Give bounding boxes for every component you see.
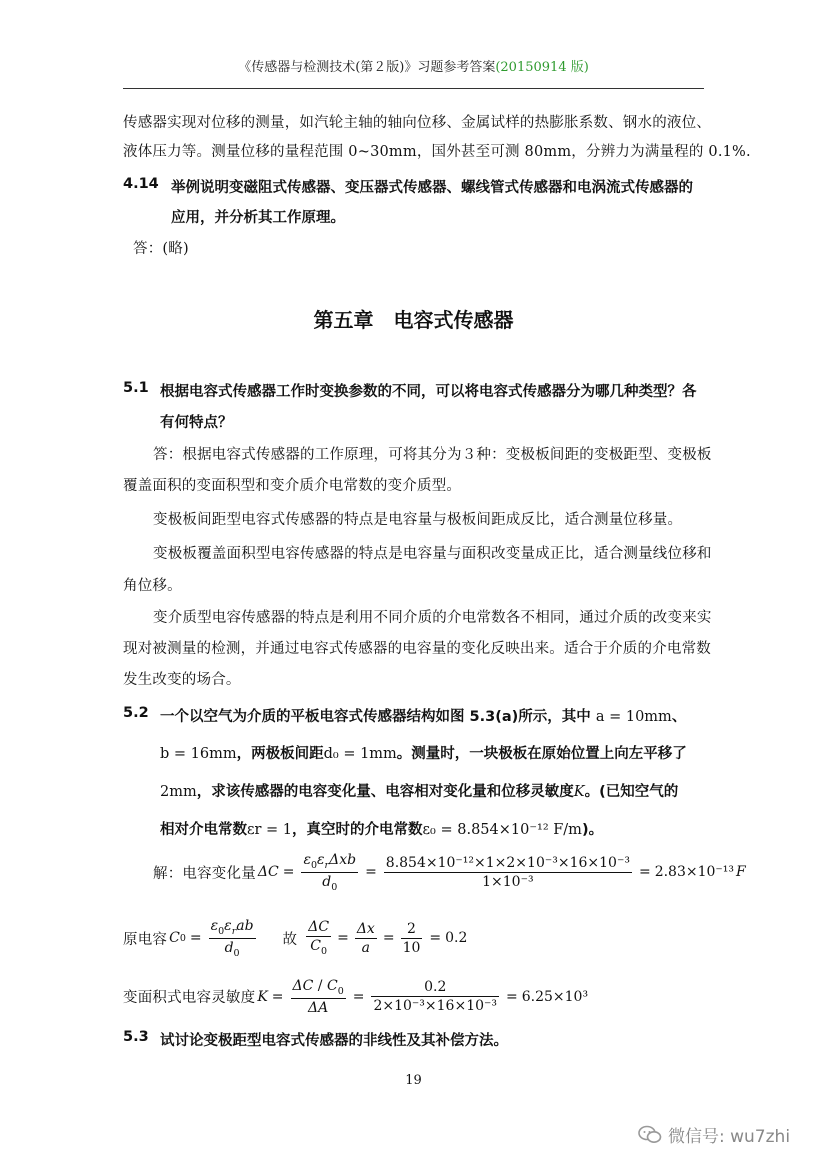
q51-para-7: 现对被测量的检测，并通过电容式传感器的电容量的变化反映出来。适合于介质的介电常数 [123,641,711,657]
header-version: (20150914 版) [495,60,589,75]
q51-para-3: 变极板间距型电容式传感器的特点是电容量与极板间距成反比，适合测量位移量。 [153,512,683,528]
q51-line-2: 有何特点？ [160,415,233,431]
equation-relative-change: 原电容 C 0 = $\frac{\varepsilon_0\varepsilon_rab}{d_0}$ 故 $\frac{\Delta C}{C_0}$ = $\frac{\Delta x}{a}$ = $\frac{2}{10}$ = 0.2 [123,918,468,959]
q53-text: 试讨论变极距型电容式传感器的非线性及其补偿方法。 [160,1033,508,1049]
q51-para-5: 角位移。 [123,578,182,594]
q53-number: 5.3 [123,1029,149,1045]
q51-para-6: 变介质型电容传感器的特点是利用不同介质的介电常数各不相同，通过介质的改变来实 [153,610,712,626]
wechat-icon [638,1125,662,1145]
capacitance-change-result: 2.83×10⁻¹³ [654,864,735,881]
q51-para-8: 发生改变的场合。 [123,672,241,688]
intro-line-1: 传感器实现对位移的测量，如汽轮主轴的轴向位移、金属试样的热膨胀系数、钢水的液位、 [123,115,711,131]
q51-line-1: 根据电容式传感器工作时变换参数的不同，可以将电容式传感器分为哪几种类型？各 [160,384,697,400]
var-er-value: εr = 1 [247,822,293,838]
solution-label: 解：电容变化量 [153,865,256,882]
intro-line-2: 液体压力等。测量位移的量程范围 0~30mm，国外甚至可测 80mm，分辨力为满量程的 0.1%. [123,144,751,160]
var-d0-value: d₀ = 1mm [323,746,397,762]
q414-number: 4.14 [123,176,159,192]
q51-para-2: 覆盖面积的变面积型和变介质介电常数的变介质型。 [123,478,462,494]
q51-number: 5.1 [123,380,149,396]
relative-change-result: 0.2 [445,930,468,947]
q414-line-2: 应用，并分析其工作原理。 [171,210,345,226]
q52-line-3: 2mm，求该传感器的电容变化量、电容相对变化量和位移灵敏度K。(已知空气的 [160,784,679,800]
header-rule [123,88,704,89]
watermark-text: 微信号: wu7zhi [668,1127,791,1147]
q51-para-1: 答：根据电容式传感器的工作原理，可将其分为３种：变极板间距的变极距型、变极板 [153,447,712,463]
header-title: 《传感器与检测技术(第２版)》习题参考答案 [238,60,496,75]
equation-capacitance-change: 解：电容变化量 ΔC = $\frac{\varepsilon_0\varepsilon_r\Delta xb}{d_0}$ = $\frac{\text{8.854×10⁻¹²×1×2×10⁻³×16×10⁻³}}{\text{1×10⁻³}}$ = 2.83×10⁻¹³ F [153,852,746,893]
q52-line-2: b = 16mm，两极板间距d₀ = 1mm。测量时，一块极板在原始位置上向左平移了 [160,746,687,762]
q52-number: 5.2 [123,705,149,721]
chapter-title: 第五章 电容式传感器 [313,308,514,332]
var-b-value: b = 16mm [160,746,237,762]
q51-para-4: 变极板覆盖面积型电容传感器的特点是电容量与面积改变量成正比，适合测量线位移和 [153,546,712,562]
watermark [638,1122,790,1147]
q414-line-1: 举例说明变磁阻式传感器、变压器式传感器、螺线管式传感器和电涡流式传感器的 [171,180,693,196]
q52-line-1: 一个以空气为介质的平板电容式传感器结构如图 5.3(a)所示，其中 a = 10mm、 [160,709,687,725]
page-header [0,56,827,75]
var-a-value: a = 10mm [595,709,672,725]
equation-sensitivity: 变面积式电容灵敏度 K = $\frac{\Delta C / C_0}{\Delta A}$ = $\frac{0.2}{\text{2×10⁻³×16×10⁻³}}$ = 6.25×10³ [123,978,589,1016]
q52-line-4: 相对介电常数εr = 1，真空时的介电常数ε₀ = 8.854×10⁻¹² F/m)。 [160,822,604,838]
var-e0-value: ε₀ = 8.854×10⁻¹² F/m [422,822,582,838]
q414-answer: 答：(略) [133,241,189,257]
page-number: 19 [405,1073,422,1088]
sensitivity-result: 6.25×10³ [521,988,589,1005]
